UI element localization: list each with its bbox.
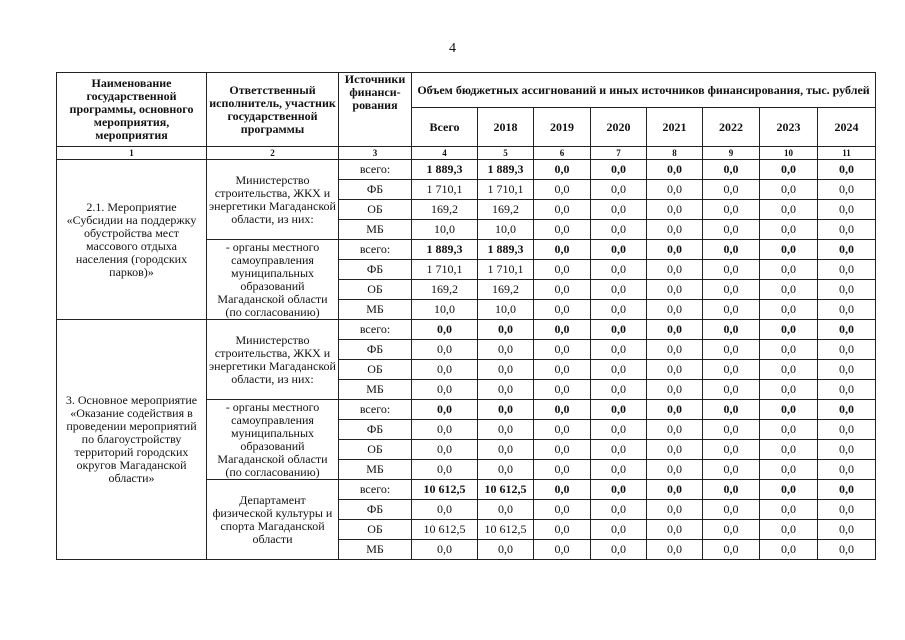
value-cell: 0,0: [647, 540, 703, 560]
value-cell: 0,0: [647, 360, 703, 380]
value-cell: 0,0: [818, 520, 876, 540]
value-cell: 0,0: [703, 260, 760, 280]
value-cell: 0,0: [818, 200, 876, 220]
value-cell: 0,0: [591, 520, 647, 540]
value-cell: 0,0: [591, 360, 647, 380]
source-cell: МБ: [339, 540, 412, 560]
value-cell: 0,0: [647, 380, 703, 400]
value-cell: 10,0: [478, 300, 534, 320]
value-cell: 0,0: [818, 500, 876, 520]
column-number: 3: [339, 147, 412, 160]
value-cell: 0,0: [647, 160, 703, 180]
source-cell: всего:: [339, 400, 412, 420]
column-number: 10: [760, 147, 818, 160]
value-cell: 0,0: [760, 240, 818, 260]
value-cell: 0,0: [591, 240, 647, 260]
value-cell: 0,0: [591, 220, 647, 240]
value-cell: 0,0: [703, 240, 760, 260]
value-cell: 0,0: [760, 420, 818, 440]
value-cell: 0,0: [478, 400, 534, 420]
value-cell: 169,2: [412, 200, 478, 220]
value-cell: 0,0: [703, 460, 760, 480]
value-cell: 0,0: [478, 460, 534, 480]
value-cell: 0,0: [703, 340, 760, 360]
value-cell: 0,0: [818, 320, 876, 340]
value-cell: 0,0: [534, 280, 591, 300]
value-cell: 0,0: [534, 440, 591, 460]
value-cell: 0,0: [647, 460, 703, 480]
value-cell: 169,2: [478, 200, 534, 220]
value-cell: 0,0: [760, 520, 818, 540]
value-cell: 0,0: [591, 420, 647, 440]
value-cell: 0,0: [647, 400, 703, 420]
value-cell: 0,0: [760, 300, 818, 320]
header-year: 2018: [478, 108, 534, 147]
value-cell: 0,0: [703, 280, 760, 300]
header-year: 2021: [647, 108, 703, 147]
value-cell: 0,0: [703, 300, 760, 320]
table-row: [57, 160, 876, 180]
header-year: 2024: [818, 108, 876, 147]
source-cell: всего:: [339, 480, 412, 500]
value-cell: 0,0: [478, 420, 534, 440]
value-cell: 0,0: [703, 480, 760, 500]
value-cell: 1 710,1: [478, 180, 534, 200]
value-cell: 0,0: [534, 160, 591, 180]
source-cell: ОБ: [339, 280, 412, 300]
value-cell: 1 710,1: [412, 180, 478, 200]
value-cell: 0,0: [760, 260, 818, 280]
source-cell: ОБ: [339, 200, 412, 220]
value-cell: 0,0: [534, 420, 591, 440]
value-cell: 0,0: [534, 480, 591, 500]
value-cell: 1 710,1: [412, 260, 478, 280]
value-cell: 0,0: [412, 320, 478, 340]
source-cell: ФБ: [339, 180, 412, 200]
value-cell: 0,0: [534, 320, 591, 340]
value-cell: 0,0: [760, 380, 818, 400]
value-cell: 0,0: [703, 520, 760, 540]
value-cell: 0,0: [760, 540, 818, 560]
source-cell: МБ: [339, 300, 412, 320]
value-cell: 0,0: [818, 540, 876, 560]
value-cell: 0,0: [703, 160, 760, 180]
value-cell: 0,0: [760, 280, 818, 300]
value-cell: 0,0: [591, 160, 647, 180]
table-body: [57, 160, 876, 560]
value-cell: 0,0: [760, 400, 818, 420]
source-cell: ФБ: [339, 260, 412, 280]
executor-name-cell: Министерство строительства, ЖКХ и энергетики Магаданской области, из них:: [207, 320, 339, 400]
value-cell: 0,0: [412, 540, 478, 560]
value-cell: 0,0: [412, 500, 478, 520]
value-cell: 0,0: [412, 360, 478, 380]
value-cell: 0,0: [534, 520, 591, 540]
value-cell: 0,0: [818, 460, 876, 480]
value-cell: 0,0: [534, 180, 591, 200]
value-cell: 0,0: [591, 540, 647, 560]
value-cell: 10,0: [412, 300, 478, 320]
value-cell: 0,0: [647, 520, 703, 540]
header-year: 2023: [760, 108, 818, 147]
value-cell: 10,0: [478, 220, 534, 240]
source-cell: ФБ: [339, 420, 412, 440]
value-cell: 0,0: [591, 180, 647, 200]
source-cell: всего:: [339, 160, 412, 180]
value-cell: 0,0: [412, 380, 478, 400]
source-cell: ФБ: [339, 340, 412, 360]
column-number: 1: [57, 147, 207, 160]
value-cell: 0,0: [760, 220, 818, 240]
value-cell: 0,0: [818, 280, 876, 300]
executor-name-cell: Министерство строительства, ЖКХ и энергетики Магаданской области, из них:: [207, 160, 339, 240]
value-cell: 0,0: [478, 500, 534, 520]
value-cell: 0,0: [818, 340, 876, 360]
value-cell: 0,0: [760, 440, 818, 460]
value-cell: 0,0: [703, 440, 760, 460]
value-cell: 0,0: [703, 500, 760, 520]
value-cell: 0,0: [534, 500, 591, 520]
value-cell: 1 889,3: [478, 240, 534, 260]
value-cell: 0,0: [703, 220, 760, 240]
value-cell: 0,0: [412, 460, 478, 480]
header-executor: Ответственный исполнитель, участник государственной программы: [207, 73, 339, 147]
value-cell: 0,0: [703, 180, 760, 200]
value-cell: 0,0: [703, 420, 760, 440]
value-cell: 0,0: [412, 440, 478, 460]
value-cell: 0,0: [647, 260, 703, 280]
value-cell: 0,0: [412, 400, 478, 420]
value-cell: 0,0: [534, 400, 591, 420]
value-cell: 0,0: [760, 460, 818, 480]
source-cell: МБ: [339, 380, 412, 400]
value-cell: 0,0: [647, 180, 703, 200]
value-cell: 0,0: [647, 200, 703, 220]
value-cell: 0,0: [818, 180, 876, 200]
value-cell: 0,0: [647, 420, 703, 440]
value-cell: 0,0: [534, 380, 591, 400]
value-cell: 1 889,3: [412, 240, 478, 260]
value-cell: 0,0: [591, 500, 647, 520]
executor-name-cell: Департамент физической культуры и спорта Магаданской области: [207, 480, 339, 560]
value-cell: 10 612,5: [412, 480, 478, 500]
column-number: 9: [703, 147, 760, 160]
value-cell: 10 612,5: [412, 520, 478, 540]
column-number: 7: [591, 147, 647, 160]
value-cell: 0,0: [534, 340, 591, 360]
header-volume: Объем бюджетных ассигнований и иных источников финансирования, тыс. рублей: [412, 73, 876, 108]
page-number: 4: [449, 41, 456, 56]
header-program: Наименование государственной программы, основного мероприятия, мероприятия: [57, 73, 207, 147]
value-cell: 0,0: [760, 480, 818, 500]
executor-name-cell: - органы местного самоуправления муниципальных образований Магаданской области (по согласованию): [207, 400, 339, 480]
value-cell: 0,0: [703, 200, 760, 220]
value-cell: 0,0: [412, 420, 478, 440]
table-row: [57, 320, 876, 340]
header-year: 2019: [534, 108, 591, 147]
value-cell: 0,0: [591, 380, 647, 400]
value-cell: 0,0: [412, 340, 478, 360]
value-cell: 1 889,3: [478, 160, 534, 180]
value-cell: 0,0: [818, 420, 876, 440]
value-cell: 1 710,1: [478, 260, 534, 280]
value-cell: 0,0: [818, 260, 876, 280]
value-cell: 0,0: [818, 440, 876, 460]
value-cell: 0,0: [591, 440, 647, 460]
value-cell: 0,0: [760, 320, 818, 340]
source-cell: МБ: [339, 460, 412, 480]
value-cell: 0,0: [478, 440, 534, 460]
value-cell: 0,0: [647, 320, 703, 340]
value-cell: 0,0: [703, 400, 760, 420]
header-year: Всего: [412, 108, 478, 147]
value-cell: 0,0: [534, 360, 591, 380]
value-cell: 169,2: [412, 280, 478, 300]
value-cell: 0,0: [818, 240, 876, 260]
value-cell: 0,0: [591, 400, 647, 420]
value-cell: 0,0: [647, 300, 703, 320]
value-cell: 0,0: [534, 540, 591, 560]
source-cell: всего:: [339, 240, 412, 260]
column-number: 8: [647, 147, 703, 160]
value-cell: 0,0: [647, 280, 703, 300]
column-number: 5: [478, 147, 534, 160]
value-cell: 0,0: [703, 360, 760, 380]
value-cell: 0,0: [647, 340, 703, 360]
value-cell: 0,0: [591, 460, 647, 480]
column-number: 4: [412, 147, 478, 160]
value-cell: 0,0: [703, 380, 760, 400]
value-cell: 0,0: [818, 400, 876, 420]
value-cell: 0,0: [647, 480, 703, 500]
value-cell: 10 612,5: [478, 480, 534, 500]
value-cell: 0,0: [534, 200, 591, 220]
program-name-cell: 2.1. Мероприятие «Субсидии на поддержку обустройства мест массового отдыха населения (городских парков)»: [57, 160, 207, 320]
value-cell: 0,0: [818, 300, 876, 320]
source-cell: ОБ: [339, 520, 412, 540]
value-cell: 0,0: [647, 240, 703, 260]
value-cell: 0,0: [760, 500, 818, 520]
header-sources: Источники финанси-рования: [339, 73, 412, 147]
source-cell: ОБ: [339, 360, 412, 380]
value-cell: 0,0: [534, 220, 591, 240]
value-cell: 0,0: [647, 440, 703, 460]
program-name-cell: 3. Основное мероприятие «Оказание содействия в проведении мероприятий по благоустройству территорий городских округов Магаданской области»: [57, 320, 207, 560]
value-cell: 0,0: [478, 380, 534, 400]
column-number: 11: [818, 147, 876, 160]
value-cell: 0,0: [703, 540, 760, 560]
value-cell: 0,0: [478, 360, 534, 380]
column-number: 2: [207, 147, 339, 160]
value-cell: 0,0: [818, 360, 876, 380]
value-cell: 0,0: [760, 180, 818, 200]
value-cell: 0,0: [760, 340, 818, 360]
value-cell: 0,0: [478, 320, 534, 340]
value-cell: 10,0: [412, 220, 478, 240]
value-cell: 0,0: [591, 280, 647, 300]
value-cell: 0,0: [591, 300, 647, 320]
value-cell: 0,0: [534, 260, 591, 280]
source-cell: МБ: [339, 220, 412, 240]
value-cell: 0,0: [591, 480, 647, 500]
financing-table: [56, 72, 876, 560]
value-cell: 0,0: [818, 480, 876, 500]
value-cell: 0,0: [818, 220, 876, 240]
value-cell: 0,0: [760, 200, 818, 220]
value-cell: 0,0: [647, 220, 703, 240]
header-year: 2020: [591, 108, 647, 147]
value-cell: 0,0: [534, 300, 591, 320]
value-cell: 0,0: [534, 240, 591, 260]
value-cell: 0,0: [478, 340, 534, 360]
value-cell: 0,0: [760, 360, 818, 380]
value-cell: 0,0: [591, 260, 647, 280]
value-cell: 0,0: [591, 320, 647, 340]
value-cell: 169,2: [478, 280, 534, 300]
source-cell: ФБ: [339, 500, 412, 520]
column-number: 6: [534, 147, 591, 160]
value-cell: 0,0: [818, 380, 876, 400]
value-cell: 0,0: [760, 160, 818, 180]
header-year: 2022: [703, 108, 760, 147]
value-cell: 0,0: [818, 160, 876, 180]
value-cell: 0,0: [591, 200, 647, 220]
value-cell: 0,0: [534, 460, 591, 480]
value-cell: 0,0: [647, 500, 703, 520]
value-cell: 0,0: [703, 320, 760, 340]
source-cell: всего:: [339, 320, 412, 340]
value-cell: 0,0: [591, 340, 647, 360]
value-cell: 10 612,5: [478, 520, 534, 540]
value-cell: 1 889,3: [412, 160, 478, 180]
executor-name-cell: - органы местного самоуправления муниципальных образований Магаданской области (по согласованию): [207, 240, 339, 320]
source-cell: ОБ: [339, 440, 412, 460]
value-cell: 0,0: [478, 540, 534, 560]
